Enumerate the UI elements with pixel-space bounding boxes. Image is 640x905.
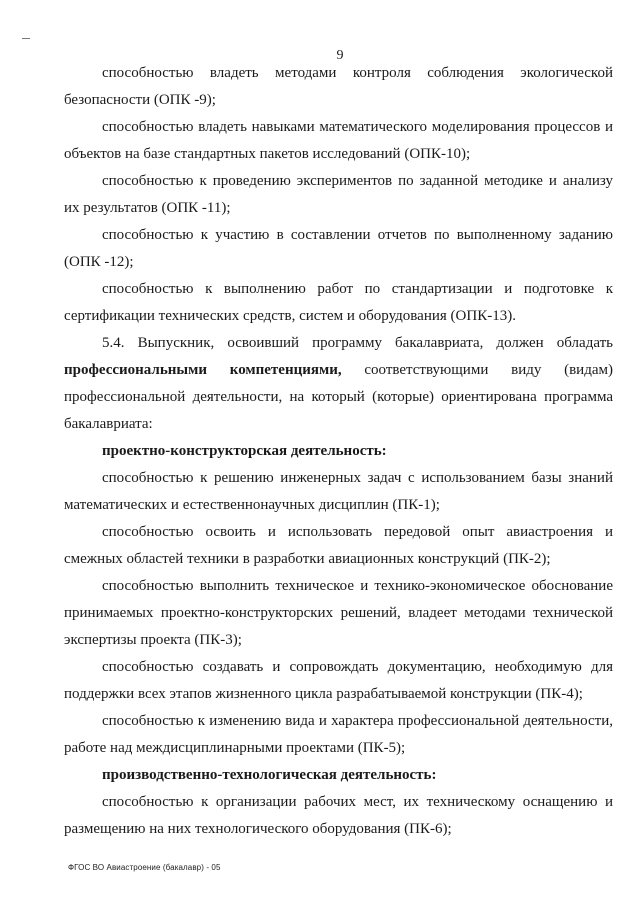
competency-pk-5: способностью к изменению вида и характера профессиональной деятельности, работе над междисциплинарными проектами (ПК-5);: [64, 713, 613, 756]
heading-production-activity: производственно-технологическая деятельность:: [102, 767, 437, 783]
competency-opk-11: способностью к проведению экспериментов по заданной методике и анализу их результатов (ОПК -11);: [64, 173, 613, 216]
document-footer: ФГОС ВО Авиастроение (бакалавр) - 05: [68, 863, 221, 872]
competency-opk-9: способностью владеть методами контроля соблюдения экологической безопасности (ОПК -9);: [64, 65, 613, 108]
competency-pk-2: способностью освоить и использовать передовой опыт авиастроения и смежных областей техники в разработки авиационных конструкций (ПК-2);: [64, 524, 613, 567]
heading-design-activity: проектно-конструкторская деятельность:: [102, 443, 387, 459]
competency-pk-3: способностью выполнить техническое и технико-экономическое обоснование принимаемых проектно-конструкторских решений, владеет методами технической экспертизы проекта (ПК-3);: [64, 578, 613, 648]
scan-mark: [22, 38, 30, 39]
competency-pk-4: способностью создавать и сопровождать документацию, необходимую для поддержки всех этапов жизненного цикла разрабатываемой конструкции (ПК-4);: [64, 659, 613, 702]
competency-opk-12: способностью к участию в составлении отчетов по выполненному заданию (ОПК -12);: [64, 227, 613, 270]
document-body: [64, 60, 613, 843]
section-5-4-paragraph: [64, 330, 613, 438]
section-5-4-suffix: соответствующими виду (видам) профессиональной деятельности, на который (которые) ориентирована программа бакалавриата:: [64, 362, 613, 432]
competency-opk-10: способностью владеть навыками математического моделирования процессов и объектов на базе стандартных пакетов исследований (ОПК-10);: [64, 119, 613, 162]
professional-competencies-term: профессиональными компетенциями,: [64, 362, 342, 378]
section-5-4-prefix: 5.4. Выпускник, освоивший программу бакалавриата, должен обладать: [102, 335, 613, 351]
page-number: 9: [336, 48, 344, 63]
competency-opk-13: способностью к выполнению работ по стандартизации и подготовке к сертификации технических средств, систем и оборудования (ОПК-13).: [64, 281, 613, 324]
competency-pk-1: способностью к решению инженерных задач с использованием базы знаний математических и естественнонаучных дисциплин (ПК-1);: [64, 470, 613, 513]
competency-pk-6: способностью к организации рабочих мест, их техническому оснащению и размещению на них технологического оборудования (ПК-6);: [64, 794, 613, 837]
